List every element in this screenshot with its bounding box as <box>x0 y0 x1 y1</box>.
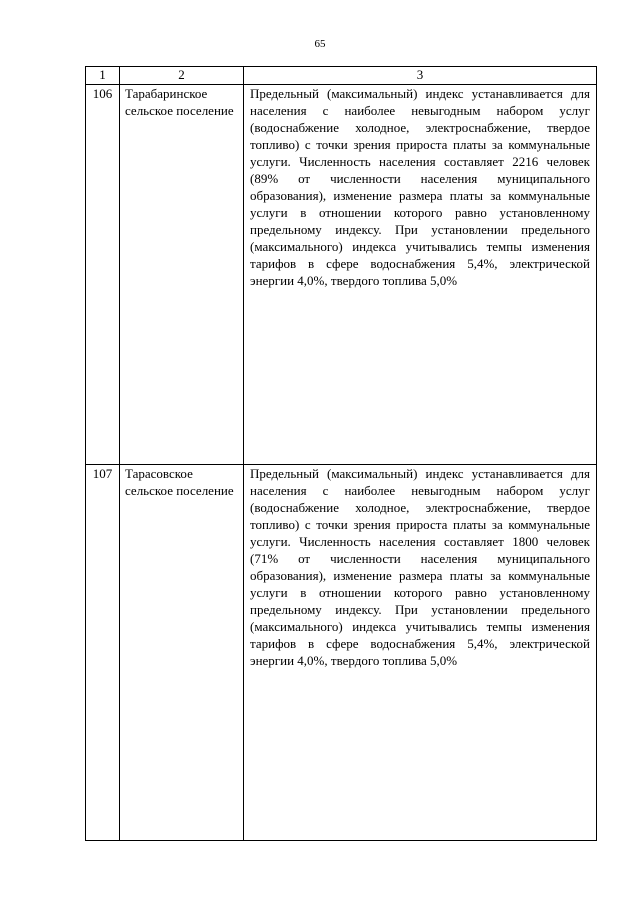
page-number: 65 <box>314 38 326 50</box>
index-description: Предельный (максимальный) индекс устанавливается для населения с наиболее невыгодным набором услуг (водоснабжение холодное, электроснабжение, твердое топливо) с точки зрения прироста платы за коммунальные услуги. Численность населения составляет 1800 человек (71% от численности населения муниципального образования), изменение размера платы за коммунальные услуги в отношении которого равно установленному предельному индексу. При установлении предельного (максимального) индекса учитывались темпы изменения тарифов в сфере водоснабжения 5,4%, электрической энергии 4,0%, твердого топлива 5,0% <box>244 465 597 841</box>
column-header-3: 3 <box>244 67 597 85</box>
table-row <box>86 465 597 841</box>
table-row <box>86 85 597 465</box>
settlement-name: Тарасовское сельское поселение <box>120 465 244 841</box>
column-header-1: 1 <box>86 67 120 85</box>
settlement-name: Тарабаринское сельское поселение <box>120 85 244 465</box>
settlements-table <box>85 66 597 841</box>
index-description: Предельный (максимальный) индекс устанавливается для населения с наиболее невыгодным набором услуг (водоснабжение холодное, электроснабжение, твердое топливо) с точки зрения прироста платы за коммунальные услуги. Численность населения составляет 2216 человек (89% от численности населения муниципального образования), изменение размера платы за коммунальные услуги в отношении которого равно установленному предельному индексу. При установлении предельного (максимального) индекса учитывались темпы изменения тарифов в сфере водоснабжения 5,4%, электрической энергии 4,0%, твердого топлива 5,0% <box>244 85 597 465</box>
table-header-row <box>86 67 597 85</box>
row-number: 107 <box>86 465 120 841</box>
row-number: 106 <box>86 85 120 465</box>
column-header-2: 2 <box>120 67 244 85</box>
